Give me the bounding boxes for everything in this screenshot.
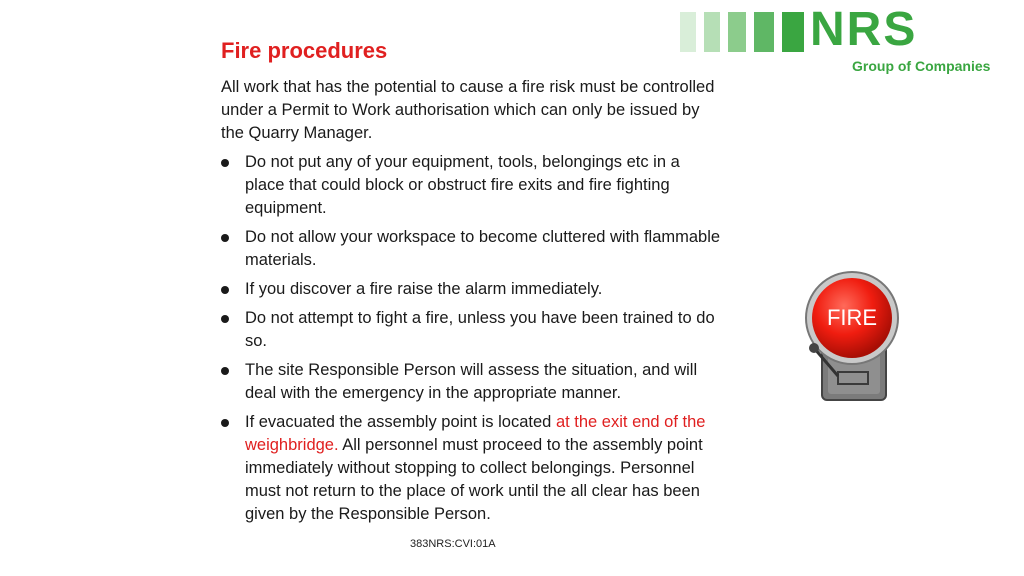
logo-wordmark: NRS <box>810 3 918 56</box>
bullet-icon <box>221 159 229 167</box>
bullet-icon <box>221 315 229 323</box>
list-item: If you discover a fire raise the alarm immediately. <box>221 278 721 301</box>
assembly-point-highlight: at the exit end of the weighbridge. <box>245 413 706 454</box>
intro-paragraph: All work that has the potential to cause a fire risk must be controlled under a Permit to Work authorisation which can only be issued by the Quarry Manager. <box>221 78 715 142</box>
list-item: Do not allow your workspace to become cluttered with flammable materials. <box>221 226 721 272</box>
bullet-icon <box>221 286 229 294</box>
page-title: Fire procedures <box>221 38 388 63</box>
list-item: The site Responsible Person will assess the situation, and will deal with the emergency in the appropriate manner. <box>221 359 721 405</box>
bullet-list <box>221 151 721 526</box>
bullet-icon <box>221 367 229 375</box>
logo-tagline: Group of Companies <box>852 58 991 74</box>
bullet-icon <box>221 234 229 242</box>
list-item-assembly-point: If evacuated the assembly point is located at the exit end of the weighbridge. All personnel must proceed to the assembly point immediately without stopping to collect belongings. Personnel must not return to the place of work until the all clear has been given by the Responsible Person. <box>221 411 721 526</box>
fire-alarm-bell-icon <box>800 268 900 408</box>
bullet-icon <box>221 419 229 427</box>
document-reference: 383NRS:CVI:01A <box>410 538 496 550</box>
list-item: Do not attempt to fight a fire, unless you have been trained to do so. <box>221 307 721 353</box>
nrs-logo <box>680 3 1005 78</box>
alarm-label: FIRE <box>826 305 878 330</box>
list-item: Do not put any of your equipment, tools, belongings etc in a place that could block or obstruct fire exits and fire fighting equipment. <box>221 151 721 220</box>
body-content <box>221 76 721 532</box>
